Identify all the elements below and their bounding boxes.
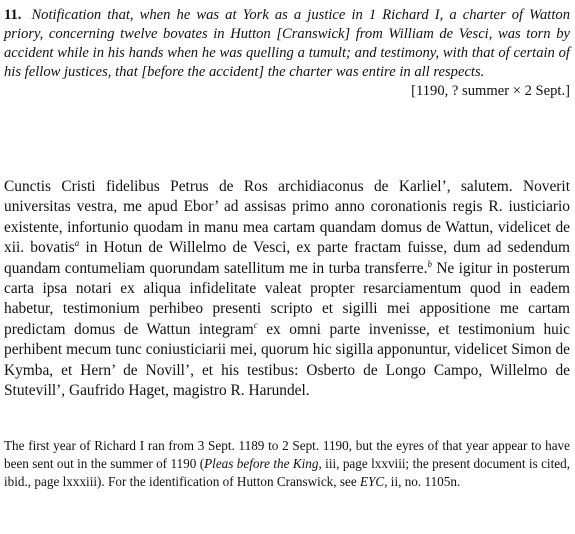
textual-note-b: b — [427, 258, 432, 269]
calendar-entry-heading — [4, 6, 570, 101]
editorial-note — [4, 437, 570, 490]
charter-text-part-1: Cunctis Cristi fidelibus Petrus de Ros archidiaconus de Karliel’, salutem. Noverit universitas vestra, me apud Ebor’ ad assisas primo anno coronationis regis R. iusticiario existente, infortunio quodam in manu mea cartam quandam domus de Wattun, videlicet de xii. bovatis — [4, 178, 570, 257]
charter-text-part-3: Ne igitur in posterum carta ipsa notari ex aliqua infidelitate valeat propter resarciamentum quod in eadem habetur, testimonium perhibeo presenti scripto et sigilli mei appositione me cartam predictam domus de Wattun integram — [4, 259, 570, 338]
entry-summary: Notification that, when he was at York as a justice in 1 Richard I, a charter of Watton priory, concerning twelve bovates in Hutton [Cranswick] from William de Vesci, was torn by accident while in his hands when he was quelling a tumult; and testimony, with that of certain of his fellow justices, that [before the accident] the charter was entire in all respects. — [4, 7, 570, 80]
textual-note-a: a — [74, 238, 80, 249]
note-part-2: , iii, page lxxviii; the present document is cited, ibid., page lxxxiii). For the identification of Hutton Cranswick, see — [4, 456, 570, 489]
note-source-pleas: Pleas before the King — [204, 456, 319, 472]
document-page — [4, 6, 570, 490]
note-source-eyc: EYC — [360, 473, 385, 489]
charter-text-part-4: ex omni parte invenisse, et testimonium huic perhibent mecum tunc coniusticiarii mei, quorum hic sigilla apponuntur, videlicet Simon de Kymba, et Hern’ de Novill’, et his testibus: Osberto de Longo Campo, Willelmo de Stutevill’, Gaufrido Haget, magistro R. Harundel. — [4, 320, 570, 400]
textual-note-c: c — [253, 319, 258, 330]
note-part-1: The first year of Richard I ran from 3 Sept. 1189 to 2 Sept. 1190, but the eyres of that year appear to have been sent out in the summer of 1190 ( — [4, 438, 570, 472]
entry-date: [1190, ? summer × 2 Sept.] — [411, 83, 570, 99]
charter-text-part-2: in Hotun de Willelmo de Vesci, ex parte fractam fuisse, dum ad sedendum quandam contumeliam quorundam satellitum me in turba transferre. — [4, 239, 571, 277]
entry-number: 11. — [4, 7, 22, 23]
charter-text — [4, 177, 570, 401]
note-part-3: , ii, no. 1105n. — [384, 473, 461, 489]
